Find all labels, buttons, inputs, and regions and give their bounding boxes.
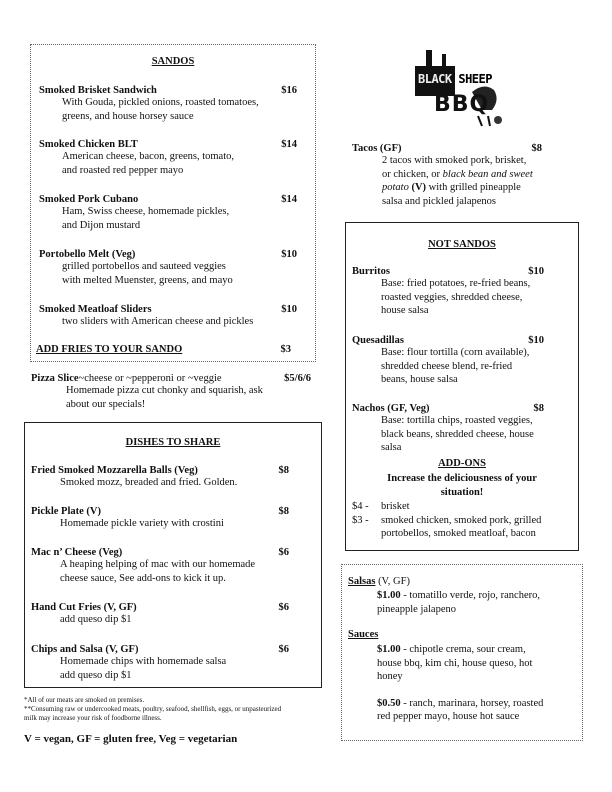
salsas-sauces-section	[341, 564, 583, 741]
salsas-list: - tomatillo verde, rojo, ranchero,	[400, 590, 540, 601]
salsas-list: pineapple jalapeno	[377, 603, 457, 615]
item-desc-italic: potato	[382, 182, 409, 193]
menu-item	[31, 644, 289, 686]
sauces-price: $1.00	[377, 644, 401, 655]
item-desc: greens, and house horsey sauce	[62, 110, 194, 122]
item-name: Tacos (GF)	[352, 143, 402, 154]
item-name: Mac n’ Cheese (Veg)	[31, 547, 123, 558]
logo-text-top: BLACK SHEEP	[418, 72, 492, 86]
item-desc: Base: tortilla chips, roasted veggies,	[381, 415, 533, 426]
item-desc: roasted veggies, shredded cheese,	[381, 291, 523, 303]
item-name: Pickle Plate (V)	[31, 506, 101, 517]
menu-item	[31, 547, 289, 602]
sauces-list: - chipotle crema, sour cream,	[400, 644, 526, 655]
menu-item	[39, 194, 297, 249]
menu-item	[39, 304, 297, 340]
item-desc: salsa	[381, 442, 402, 453]
addons-subtitle-line: Increase the deliciousness of your	[387, 473, 537, 484]
item-price: $10	[528, 335, 544, 346]
item-desc: Ham, Swiss cheese, homemade pickles,	[62, 206, 230, 217]
addon-text: portobellos, smoked meatloaf, bacon	[381, 528, 536, 539]
tacos-item	[352, 143, 542, 208]
item-name: Chips and Salsa (V, GF)	[31, 644, 139, 655]
item-desc: grilled portobellos and sauteed veggies	[62, 261, 226, 272]
sauces-list: - ranch, marinara, horsey, roasted	[400, 697, 544, 709]
item-price: $10	[281, 304, 297, 315]
addon-row	[352, 500, 572, 514]
item-desc: and Dijon mustard	[62, 219, 141, 231]
item-price: $8	[531, 143, 542, 154]
item-desc: add queso dip $1	[60, 669, 132, 681]
menu-item	[352, 266, 544, 335]
item-desc: about our specials!	[66, 398, 146, 410]
sauces-list: honey	[377, 671, 403, 682]
item-price: $10	[528, 266, 544, 277]
item-price: $10	[281, 249, 297, 260]
sauces-list: red pepper mayo, house hot sauce	[377, 711, 520, 722]
not-sandos-section	[345, 222, 579, 551]
item-price: $6	[278, 644, 289, 655]
addon-text: smoked chicken, smoked pork, grilled	[381, 514, 542, 526]
item-desc: Base: fried potatoes, re-fried beans,	[381, 278, 531, 289]
black-sheep-bbq-logo	[412, 48, 516, 134]
sandos-section	[30, 44, 316, 362]
item-price: $8	[278, 465, 289, 476]
item-price: $5/6/6	[284, 373, 311, 384]
item-name: Nachos (GF, Veg)	[352, 403, 430, 414]
item-name: Pizza Slice	[31, 373, 79, 384]
item-desc: Base: flour tortilla (corn available),	[381, 347, 530, 358]
item-desc: Homemade pizza cut chonky and squarish, ask	[66, 385, 263, 396]
add-fries-row	[36, 344, 291, 355]
item-desc: two sliders with American cheese and pickles	[62, 316, 254, 327]
item-price: $6	[278, 547, 289, 558]
item-desc: 2 tacos with smoked pork, brisket,	[382, 155, 527, 166]
menu-item	[39, 249, 297, 304]
item-name: Smoked Meatloaf Sliders	[39, 304, 152, 315]
item-desc: cheese sauce, See add-ons to kick it up.	[60, 572, 226, 584]
not-sandos-title: NOT SANDOS	[428, 239, 496, 250]
item-name: Smoked Brisket Sandwich	[39, 85, 157, 96]
sauces-title: Sauces	[348, 629, 379, 640]
item-desc: house salsa	[381, 305, 429, 316]
addon-row	[352, 514, 572, 541]
item-desc: shredded cheese blend, re-fried	[381, 360, 513, 372]
item-desc-bold: (V)	[408, 182, 427, 193]
menu-item	[31, 506, 289, 547]
pizza-item	[31, 373, 311, 411]
footnotes	[24, 696, 324, 723]
item-desc: A heaping helping of mac with our homemade	[60, 559, 256, 570]
menu-item	[39, 85, 297, 139]
share-title: DISHES TO SHARE	[125, 437, 221, 448]
item-price: $8	[278, 506, 289, 517]
add-fries-label: ADD FRIES TO YOUR SANDO	[36, 344, 183, 355]
diet-legend: V = vegan, GF = gluten free, Veg = vegetarian	[24, 733, 238, 745]
item-desc: with melted Muenster, greens, and mayo	[62, 274, 233, 286]
menu-item	[352, 403, 544, 457]
item-desc: add queso dip $1	[60, 614, 132, 625]
share-section	[24, 422, 322, 688]
footnote: *All of our meats are smoked on premises.	[24, 696, 145, 704]
item-price: $8	[533, 403, 544, 414]
add-fries-price: $3	[280, 344, 291, 355]
item-desc: black beans, shredded cheese, house	[381, 428, 534, 440]
footnote: milk may increase your risk of foodborne illness.	[24, 714, 162, 722]
sauces-list: house bbq, kim chi, house queso, hot	[377, 657, 533, 669]
salsas-tags: (V, GF)	[375, 576, 410, 587]
item-name: Smoked Chicken BLT	[39, 139, 138, 150]
addons-title: ADD-ONS	[438, 458, 486, 469]
sandos-title: SANDOS	[151, 56, 195, 67]
addons-subtitle	[346, 472, 578, 499]
sauces-price: $0.50	[377, 697, 401, 709]
item-desc: and roasted red pepper mayo	[62, 164, 184, 176]
item-desc: with grilled pineapple	[426, 182, 521, 193]
item-price: $14	[281, 139, 297, 150]
addon-price: $3 -	[352, 514, 369, 526]
item-desc: beans, house salsa	[381, 374, 458, 385]
item-desc: American cheese, bacon, greens, tomato,	[62, 151, 235, 162]
addons-subtitle-line: situation!	[440, 486, 484, 498]
menu-item	[39, 139, 297, 194]
footnote: **Consuming raw or undercooked meats, poultry, seafood, shellfish, eggs, or unpasteurized	[24, 705, 282, 713]
addon-price: $4 -	[352, 501, 369, 512]
item-name: Fried Smoked Mozzarella Balls (Veg)	[31, 465, 198, 476]
logo-text-bbq: BBQ	[434, 92, 490, 117]
item-desc: With Gouda, pickled onions, roasted tomatoes,	[62, 97, 259, 108]
item-name: Burritos	[352, 266, 390, 277]
item-desc: salsa and pickled jalapenos	[382, 195, 497, 207]
item-desc: Homemade pickle variety with crostini	[60, 518, 224, 529]
sheep-logo-icon	[412, 48, 516, 134]
item-name: Portobello Melt (Veg)	[39, 249, 136, 260]
item-price: $14	[281, 194, 297, 205]
item-price: $16	[281, 85, 297, 96]
item-desc: or chicken, or	[382, 168, 443, 180]
addon-text: brisket	[381, 501, 410, 512]
menu-item	[352, 335, 544, 403]
item-name: Smoked Pork Cubano	[39, 194, 139, 205]
item-desc-italic: black bean and sweet	[442, 168, 533, 180]
salsas-title: Salsas	[348, 576, 376, 587]
item-price: $6	[278, 602, 289, 613]
item-desc: Smoked mozz, breaded and fried. Golden.	[60, 477, 238, 488]
menu-item	[31, 602, 289, 644]
item-desc: Homemade chips with homemade salsa	[60, 656, 227, 667]
salsas-price: $1.00	[377, 590, 401, 601]
menu-item	[31, 465, 289, 506]
item-name: Hand Cut Fries (V, GF)	[31, 602, 137, 613]
pizza-options: ~cheese or ~pepperoni or ~veggie	[78, 373, 222, 384]
item-name: Quesadillas	[352, 335, 404, 346]
